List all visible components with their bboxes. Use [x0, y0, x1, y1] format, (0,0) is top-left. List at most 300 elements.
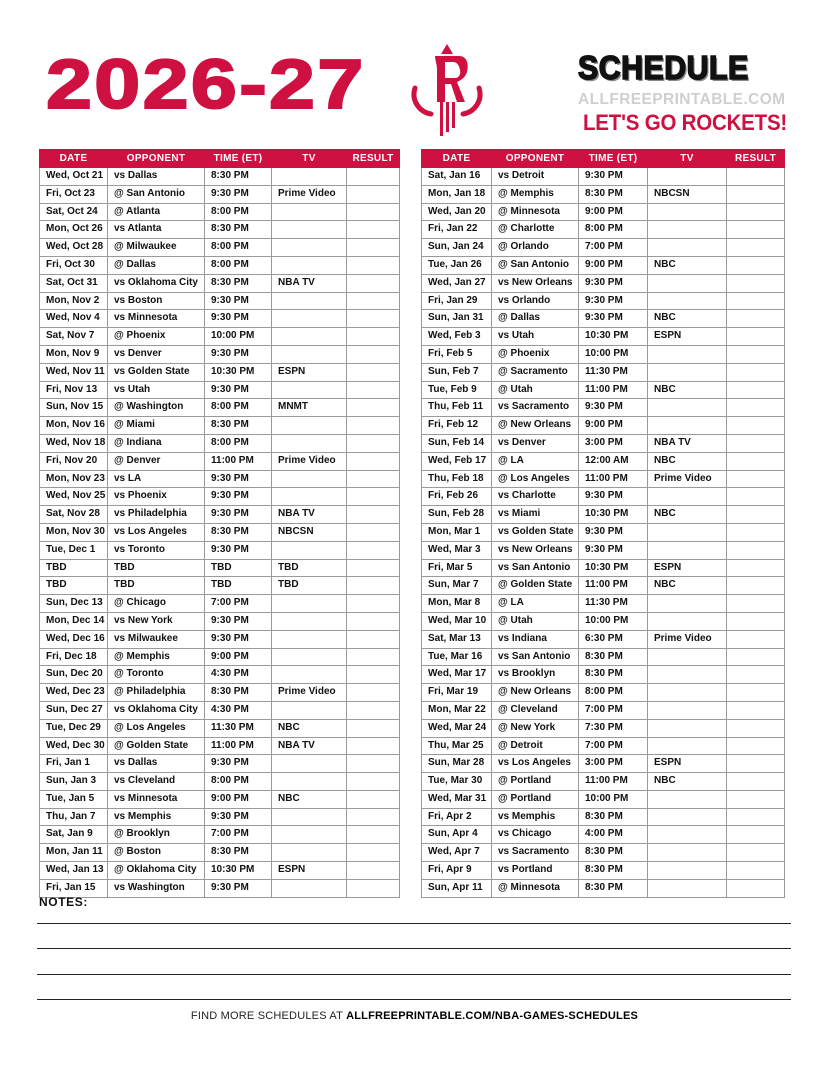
table-row	[40, 666, 400, 684]
game-time: 9:30 PM	[205, 381, 272, 399]
footer-text: FIND MORE SCHEDULES AT	[190, 1010, 347, 1022]
game-time: 9:30 PM	[205, 808, 272, 826]
table-row	[422, 826, 785, 844]
table-row	[40, 274, 400, 292]
game-date: Sun, Nov 15	[40, 399, 108, 417]
game-date: Tue, Feb 9	[422, 381, 492, 399]
game-time: 10:00 PM	[579, 345, 648, 363]
game-result	[347, 773, 400, 791]
footer	[0, 1010, 829, 1022]
table-row	[422, 755, 785, 773]
game-result	[727, 523, 785, 541]
note-line	[37, 923, 791, 924]
table-row	[422, 559, 785, 577]
table-header-row	[40, 150, 400, 168]
table-row	[422, 879, 785, 897]
game-time: 8:30 PM	[205, 684, 272, 702]
game-result	[727, 612, 785, 630]
game-tv	[648, 826, 727, 844]
table-row	[422, 541, 785, 559]
game-opponent: vs New Orleans	[492, 274, 579, 292]
game-date: Sat, Nov 28	[40, 506, 108, 524]
game-time: 9:30 PM	[205, 879, 272, 897]
game-result	[347, 292, 400, 310]
game-result	[727, 399, 785, 417]
game-result	[727, 185, 785, 203]
game-time: 9:30 PM	[205, 630, 272, 648]
game-result	[727, 381, 785, 399]
game-tv	[272, 345, 347, 363]
table-row	[422, 328, 785, 346]
game-date: Mon, Dec 14	[40, 612, 108, 630]
game-opponent: vs Minnesota	[108, 310, 205, 328]
game-result	[347, 790, 400, 808]
game-date: Mon, Mar 8	[422, 595, 492, 613]
game-tv: Prime Video	[272, 452, 347, 470]
game-date: Tue, Mar 16	[422, 648, 492, 666]
column-header-tv: TV	[272, 150, 347, 168]
game-tv	[272, 328, 347, 346]
table-row	[422, 399, 785, 417]
game-result	[727, 256, 785, 274]
game-opponent: TBD	[108, 559, 205, 577]
game-date: Sun, Mar 7	[422, 577, 492, 595]
game-time: 11:30 PM	[579, 595, 648, 613]
game-opponent: vs San Antonio	[492, 648, 579, 666]
game-opponent: @ Denver	[108, 452, 205, 470]
game-time: 9:30 PM	[205, 470, 272, 488]
table-row	[40, 470, 400, 488]
game-result	[347, 577, 400, 595]
game-tv	[648, 595, 727, 613]
game-date: Wed, Mar 31	[422, 790, 492, 808]
footer-link[interactable]: ALLFREEPRINTABLE.COM/NBA-GAMES-SCHEDULES	[346, 1010, 639, 1022]
game-opponent: vs Atlanta	[108, 221, 205, 239]
game-time: 8:30 PM	[205, 844, 272, 862]
game-tv: NBA TV	[648, 434, 727, 452]
game-opponent: @ Memphis	[108, 648, 205, 666]
game-time: 7:00 PM	[579, 239, 648, 257]
game-time: 3:00 PM	[579, 755, 648, 773]
game-result	[727, 506, 785, 524]
game-date: Mon, Mar 1	[422, 523, 492, 541]
table-row	[40, 399, 400, 417]
game-date: Wed, Jan 13	[40, 862, 108, 880]
game-tv	[272, 417, 347, 435]
game-time: 10:30 PM	[205, 363, 272, 381]
game-tv	[272, 844, 347, 862]
game-date: Wed, Mar 10	[422, 612, 492, 630]
game-result	[727, 168, 785, 186]
table-row	[422, 612, 785, 630]
game-result	[347, 452, 400, 470]
game-tv	[648, 612, 727, 630]
game-date: Fri, Mar 5	[422, 559, 492, 577]
game-result	[347, 328, 400, 346]
game-result	[347, 203, 400, 221]
game-result	[727, 879, 785, 897]
table-row	[40, 168, 400, 186]
game-time: 9:30 PM	[579, 399, 648, 417]
game-opponent: @ LA	[492, 452, 579, 470]
game-date: Mon, Nov 9	[40, 345, 108, 363]
table-row	[40, 755, 400, 773]
game-date: Sun, Feb 28	[422, 506, 492, 524]
game-opponent: vs Oklahoma City	[108, 701, 205, 719]
game-date: Sun, Jan 24	[422, 239, 492, 257]
game-opponent: vs Orlando	[492, 292, 579, 310]
schedule-heading: SCHEDULE	[578, 49, 749, 86]
table-row	[422, 417, 785, 435]
game-tv: ESPN	[272, 862, 347, 880]
table-row	[422, 666, 785, 684]
game-opponent: vs Indiana	[492, 630, 579, 648]
table-row	[40, 328, 400, 346]
game-result	[727, 755, 785, 773]
table-row	[40, 256, 400, 274]
game-date: Mon, Nov 2	[40, 292, 108, 310]
game-date: Wed, Jan 27	[422, 274, 492, 292]
table-row	[422, 648, 785, 666]
game-tv	[272, 648, 347, 666]
game-tv	[272, 595, 347, 613]
note-line	[37, 974, 791, 975]
table-row	[422, 470, 785, 488]
game-opponent: @ Detroit	[492, 737, 579, 755]
game-time: 7:00 PM	[205, 826, 272, 844]
game-tv: NBC	[272, 719, 347, 737]
game-opponent: @ San Antonio	[492, 256, 579, 274]
game-date: Sun, Feb 14	[422, 434, 492, 452]
game-date: Fri, Jan 22	[422, 221, 492, 239]
game-tv	[648, 737, 727, 755]
game-tv: NBC	[648, 310, 727, 328]
game-tv: NBA TV	[272, 737, 347, 755]
game-result	[727, 648, 785, 666]
game-tv	[648, 203, 727, 221]
game-result	[347, 506, 400, 524]
table-row	[422, 844, 785, 862]
column-header-date: DATE	[422, 150, 492, 168]
game-tv	[272, 434, 347, 452]
game-opponent: @ Cleveland	[492, 701, 579, 719]
game-tv: NBCSN	[648, 185, 727, 203]
game-time: 9:30 PM	[205, 506, 272, 524]
game-time: 9:30 PM	[205, 185, 272, 203]
game-result	[347, 719, 400, 737]
game-opponent: vs Los Angeles	[108, 523, 205, 541]
schedule-rows-right	[422, 168, 785, 898]
game-date: Sun, Apr 4	[422, 826, 492, 844]
game-opponent: @ Dallas	[492, 310, 579, 328]
game-opponent: @ New Orleans	[492, 417, 579, 435]
game-date: Wed, Mar 3	[422, 541, 492, 559]
game-time: 9:30 PM	[205, 488, 272, 506]
game-time: 11:30 PM	[205, 719, 272, 737]
game-result	[727, 452, 785, 470]
schedule-rows-left	[40, 168, 400, 898]
game-date: Fri, Jan 15	[40, 879, 108, 897]
game-time: 9:30 PM	[205, 541, 272, 559]
game-date: Thu, Feb 11	[422, 399, 492, 417]
table-row	[422, 203, 785, 221]
game-tv: Prime Video	[648, 630, 727, 648]
game-tv	[648, 417, 727, 435]
game-date: Sat, Oct 31	[40, 274, 108, 292]
table-row	[422, 434, 785, 452]
table-row	[422, 488, 785, 506]
game-opponent: vs Portland	[492, 862, 579, 880]
table-row	[422, 221, 785, 239]
game-date: Mon, Mar 22	[422, 701, 492, 719]
game-tv	[272, 168, 347, 186]
game-opponent: @ Philadelphia	[108, 684, 205, 702]
game-tv	[648, 345, 727, 363]
table-row	[40, 577, 400, 595]
game-date: Fri, Feb 26	[422, 488, 492, 506]
game-opponent: vs Denver	[108, 345, 205, 363]
game-opponent: @ Toronto	[108, 666, 205, 684]
game-result	[727, 719, 785, 737]
game-time: 8:30 PM	[579, 844, 648, 862]
table-row	[422, 790, 785, 808]
game-time: 8:30 PM	[579, 648, 648, 666]
game-date: Wed, Nov 18	[40, 434, 108, 452]
game-date: Sun, Dec 13	[40, 595, 108, 613]
game-tv	[272, 203, 347, 221]
game-date: Tue, Mar 30	[422, 773, 492, 791]
game-time: 9:30 PM	[205, 755, 272, 773]
game-time: 4:30 PM	[205, 701, 272, 719]
game-result	[347, 595, 400, 613]
game-result	[727, 345, 785, 363]
game-result	[727, 434, 785, 452]
game-time: 7:00 PM	[579, 737, 648, 755]
game-date: Fri, Nov 20	[40, 452, 108, 470]
game-result	[727, 559, 785, 577]
game-date: Fri, Oct 30	[40, 256, 108, 274]
game-time: 8:30 PM	[205, 274, 272, 292]
game-result	[727, 577, 785, 595]
game-date: Mon, Jan 18	[422, 185, 492, 203]
game-result	[727, 862, 785, 880]
game-time: 8:30 PM	[579, 862, 648, 880]
game-date: Wed, Nov 4	[40, 310, 108, 328]
game-time: 8:30 PM	[205, 523, 272, 541]
table-row	[40, 434, 400, 452]
game-opponent: @ Chicago	[108, 595, 205, 613]
game-time: 8:30 PM	[579, 666, 648, 684]
table-row	[40, 488, 400, 506]
game-date: Fri, Oct 23	[40, 185, 108, 203]
table-row	[40, 879, 400, 897]
game-result	[727, 292, 785, 310]
table-row	[40, 595, 400, 613]
game-tv: ESPN	[272, 363, 347, 381]
game-tv: NBC	[648, 256, 727, 274]
game-opponent: @ Los Angeles	[492, 470, 579, 488]
note-line	[37, 999, 791, 1000]
game-time: 3:00 PM	[579, 434, 648, 452]
game-time: 8:30 PM	[205, 221, 272, 239]
game-result	[727, 541, 785, 559]
game-opponent: vs Detroit	[492, 168, 579, 186]
game-time: 9:30 PM	[205, 310, 272, 328]
game-tv	[648, 684, 727, 702]
game-time: 11:00 PM	[579, 381, 648, 399]
game-tv	[648, 168, 727, 186]
game-opponent: @ Phoenix	[492, 345, 579, 363]
game-opponent: vs Milwaukee	[108, 630, 205, 648]
table-row	[40, 808, 400, 826]
game-opponent: vs Memphis	[492, 808, 579, 826]
game-tv	[272, 755, 347, 773]
game-opponent: vs Chicago	[492, 826, 579, 844]
column-header-opponent: OPPONENT	[492, 150, 579, 168]
game-opponent: vs Phoenix	[108, 488, 205, 506]
game-time: 10:00 PM	[579, 790, 648, 808]
game-time: 8:00 PM	[205, 203, 272, 221]
game-opponent: @ Oklahoma City	[108, 862, 205, 880]
game-opponent: vs Philadelphia	[108, 506, 205, 524]
game-date: Sun, Mar 28	[422, 755, 492, 773]
game-opponent: vs Brooklyn	[492, 666, 579, 684]
game-date: Thu, Feb 18	[422, 470, 492, 488]
game-result	[347, 559, 400, 577]
game-result	[347, 523, 400, 541]
game-tv	[272, 630, 347, 648]
game-date: Wed, Dec 30	[40, 737, 108, 755]
game-date: Sun, Dec 20	[40, 666, 108, 684]
game-tv: NBC	[648, 381, 727, 399]
game-time: 10:30 PM	[579, 506, 648, 524]
game-tv	[648, 666, 727, 684]
table-row	[422, 773, 785, 791]
column-header-result: RESULT	[727, 150, 785, 168]
schedule-table-right	[421, 149, 785, 898]
game-result	[347, 541, 400, 559]
game-time: 9:00 PM	[579, 417, 648, 435]
game-time: 8:30 PM	[205, 417, 272, 435]
game-date: Tue, Dec 29	[40, 719, 108, 737]
table-row	[40, 239, 400, 257]
table-row	[40, 292, 400, 310]
game-time: 9:00 PM	[205, 648, 272, 666]
game-date: Sun, Apr 11	[422, 879, 492, 897]
column-header-result: RESULT	[347, 150, 400, 168]
table-row	[40, 185, 400, 203]
game-date: Tue, Dec 1	[40, 541, 108, 559]
game-date: Fri, Mar 19	[422, 684, 492, 702]
game-result	[727, 221, 785, 239]
game-time: 9:30 PM	[579, 310, 648, 328]
table-row	[422, 452, 785, 470]
game-date: Sat, Mar 13	[422, 630, 492, 648]
table-row	[422, 595, 785, 613]
game-result	[727, 826, 785, 844]
game-result	[347, 826, 400, 844]
game-time: 7:00 PM	[579, 701, 648, 719]
table-row	[422, 523, 785, 541]
table-row	[422, 381, 785, 399]
game-date: Tue, Jan 26	[422, 256, 492, 274]
game-time: 4:30 PM	[205, 666, 272, 684]
game-opponent: TBD	[108, 577, 205, 595]
table-header-row	[422, 150, 785, 168]
game-result	[347, 470, 400, 488]
game-time: 11:30 PM	[579, 363, 648, 381]
game-date: TBD	[40, 577, 108, 595]
table-row	[40, 452, 400, 470]
game-date: Wed, Feb 17	[422, 452, 492, 470]
game-result	[347, 666, 400, 684]
game-time: 8:00 PM	[205, 434, 272, 452]
game-tv	[272, 256, 347, 274]
game-opponent: vs Washington	[108, 879, 205, 897]
game-date: Wed, Dec 16	[40, 630, 108, 648]
table-row	[40, 737, 400, 755]
game-tv	[272, 879, 347, 897]
game-result	[727, 666, 785, 684]
game-result	[727, 417, 785, 435]
game-opponent: @ Miami	[108, 417, 205, 435]
table-row	[40, 345, 400, 363]
game-date: Fri, Jan 29	[422, 292, 492, 310]
table-row	[422, 808, 785, 826]
game-time: 8:00 PM	[579, 221, 648, 239]
game-result	[727, 363, 785, 381]
game-result	[347, 630, 400, 648]
game-result	[347, 345, 400, 363]
game-date: TBD	[40, 559, 108, 577]
game-tv: NBA TV	[272, 274, 347, 292]
table-row	[40, 363, 400, 381]
game-date: Wed, Feb 3	[422, 328, 492, 346]
game-opponent: @ Milwaukee	[108, 239, 205, 257]
game-result	[347, 434, 400, 452]
game-result	[727, 328, 785, 346]
table-row	[422, 256, 785, 274]
game-opponent: @ Los Angeles	[108, 719, 205, 737]
game-time: 9:30 PM	[579, 168, 648, 186]
game-result	[727, 310, 785, 328]
game-opponent: vs Los Angeles	[492, 755, 579, 773]
game-date: Fri, Nov 13	[40, 381, 108, 399]
game-tv	[648, 399, 727, 417]
game-date: Sat, Jan 9	[40, 826, 108, 844]
game-tv: NBC	[648, 452, 727, 470]
game-opponent: @ Utah	[492, 612, 579, 630]
game-tv	[272, 808, 347, 826]
game-result	[727, 488, 785, 506]
game-date: Sun, Jan 3	[40, 773, 108, 791]
table-row	[40, 203, 400, 221]
game-date: Wed, Nov 11	[40, 363, 108, 381]
table-row	[422, 185, 785, 203]
game-tv: Prime Video	[648, 470, 727, 488]
game-time: 9:00 PM	[205, 790, 272, 808]
game-result	[727, 470, 785, 488]
game-date: Fri, Dec 18	[40, 648, 108, 666]
game-date: Tue, Jan 5	[40, 790, 108, 808]
team-cheer: LET'S GO ROCKETS!	[583, 110, 788, 135]
game-tv	[648, 719, 727, 737]
column-header-date: DATE	[40, 150, 108, 168]
game-opponent: @ New Orleans	[492, 684, 579, 702]
rockets-r-logo-icon	[407, 40, 487, 140]
game-date: Wed, Apr 7	[422, 844, 492, 862]
table-row	[40, 381, 400, 399]
